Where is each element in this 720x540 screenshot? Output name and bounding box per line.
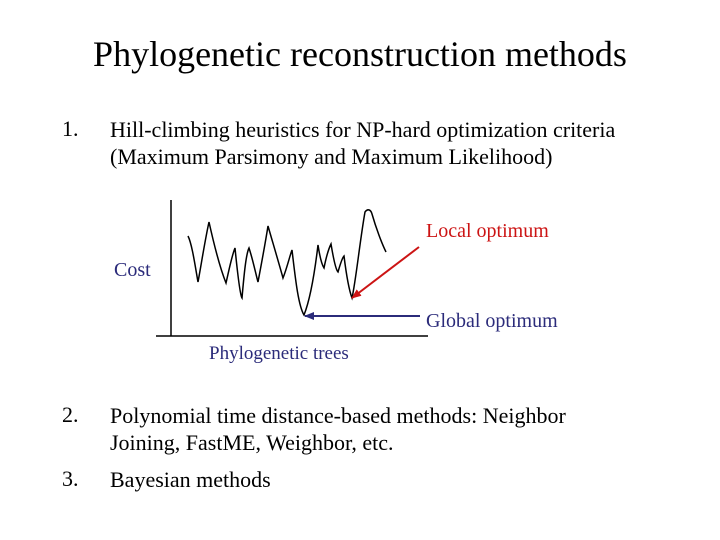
list-number-2: 2.	[62, 402, 79, 427]
list-item-1-line-2: (Maximum Parsimony and Maximum Likelihood)	[110, 144, 553, 169]
list-item-2	[110, 402, 566, 456]
trees-axis-label: Phylogenetic trees	[209, 343, 349, 364]
list-item-3-line-1: Bayesian methods	[110, 467, 271, 492]
list-number-1: 1.	[62, 116, 79, 141]
cost-curve	[188, 210, 386, 315]
local-optimum-label: Local optimum	[426, 220, 549, 242]
list-item-3	[110, 466, 271, 493]
slide-title: Phylogenetic reconstruction methods	[93, 34, 627, 74]
list-number-3: 3.	[62, 466, 79, 491]
local-optimum-arrow	[352, 247, 419, 298]
list-item-2-line-2: Joining, FastME, Weighbor, etc.	[110, 430, 394, 455]
list-item-1-line-1: Hill-climbing heuristics for NP-hard optimization criteria	[110, 117, 616, 142]
cost-axis-label: Cost	[114, 259, 151, 281]
list-item-2-line-1: Polynomial time distance-based methods: Neighbor	[110, 403, 566, 428]
global-optimum-label: Global optimum	[426, 310, 558, 332]
